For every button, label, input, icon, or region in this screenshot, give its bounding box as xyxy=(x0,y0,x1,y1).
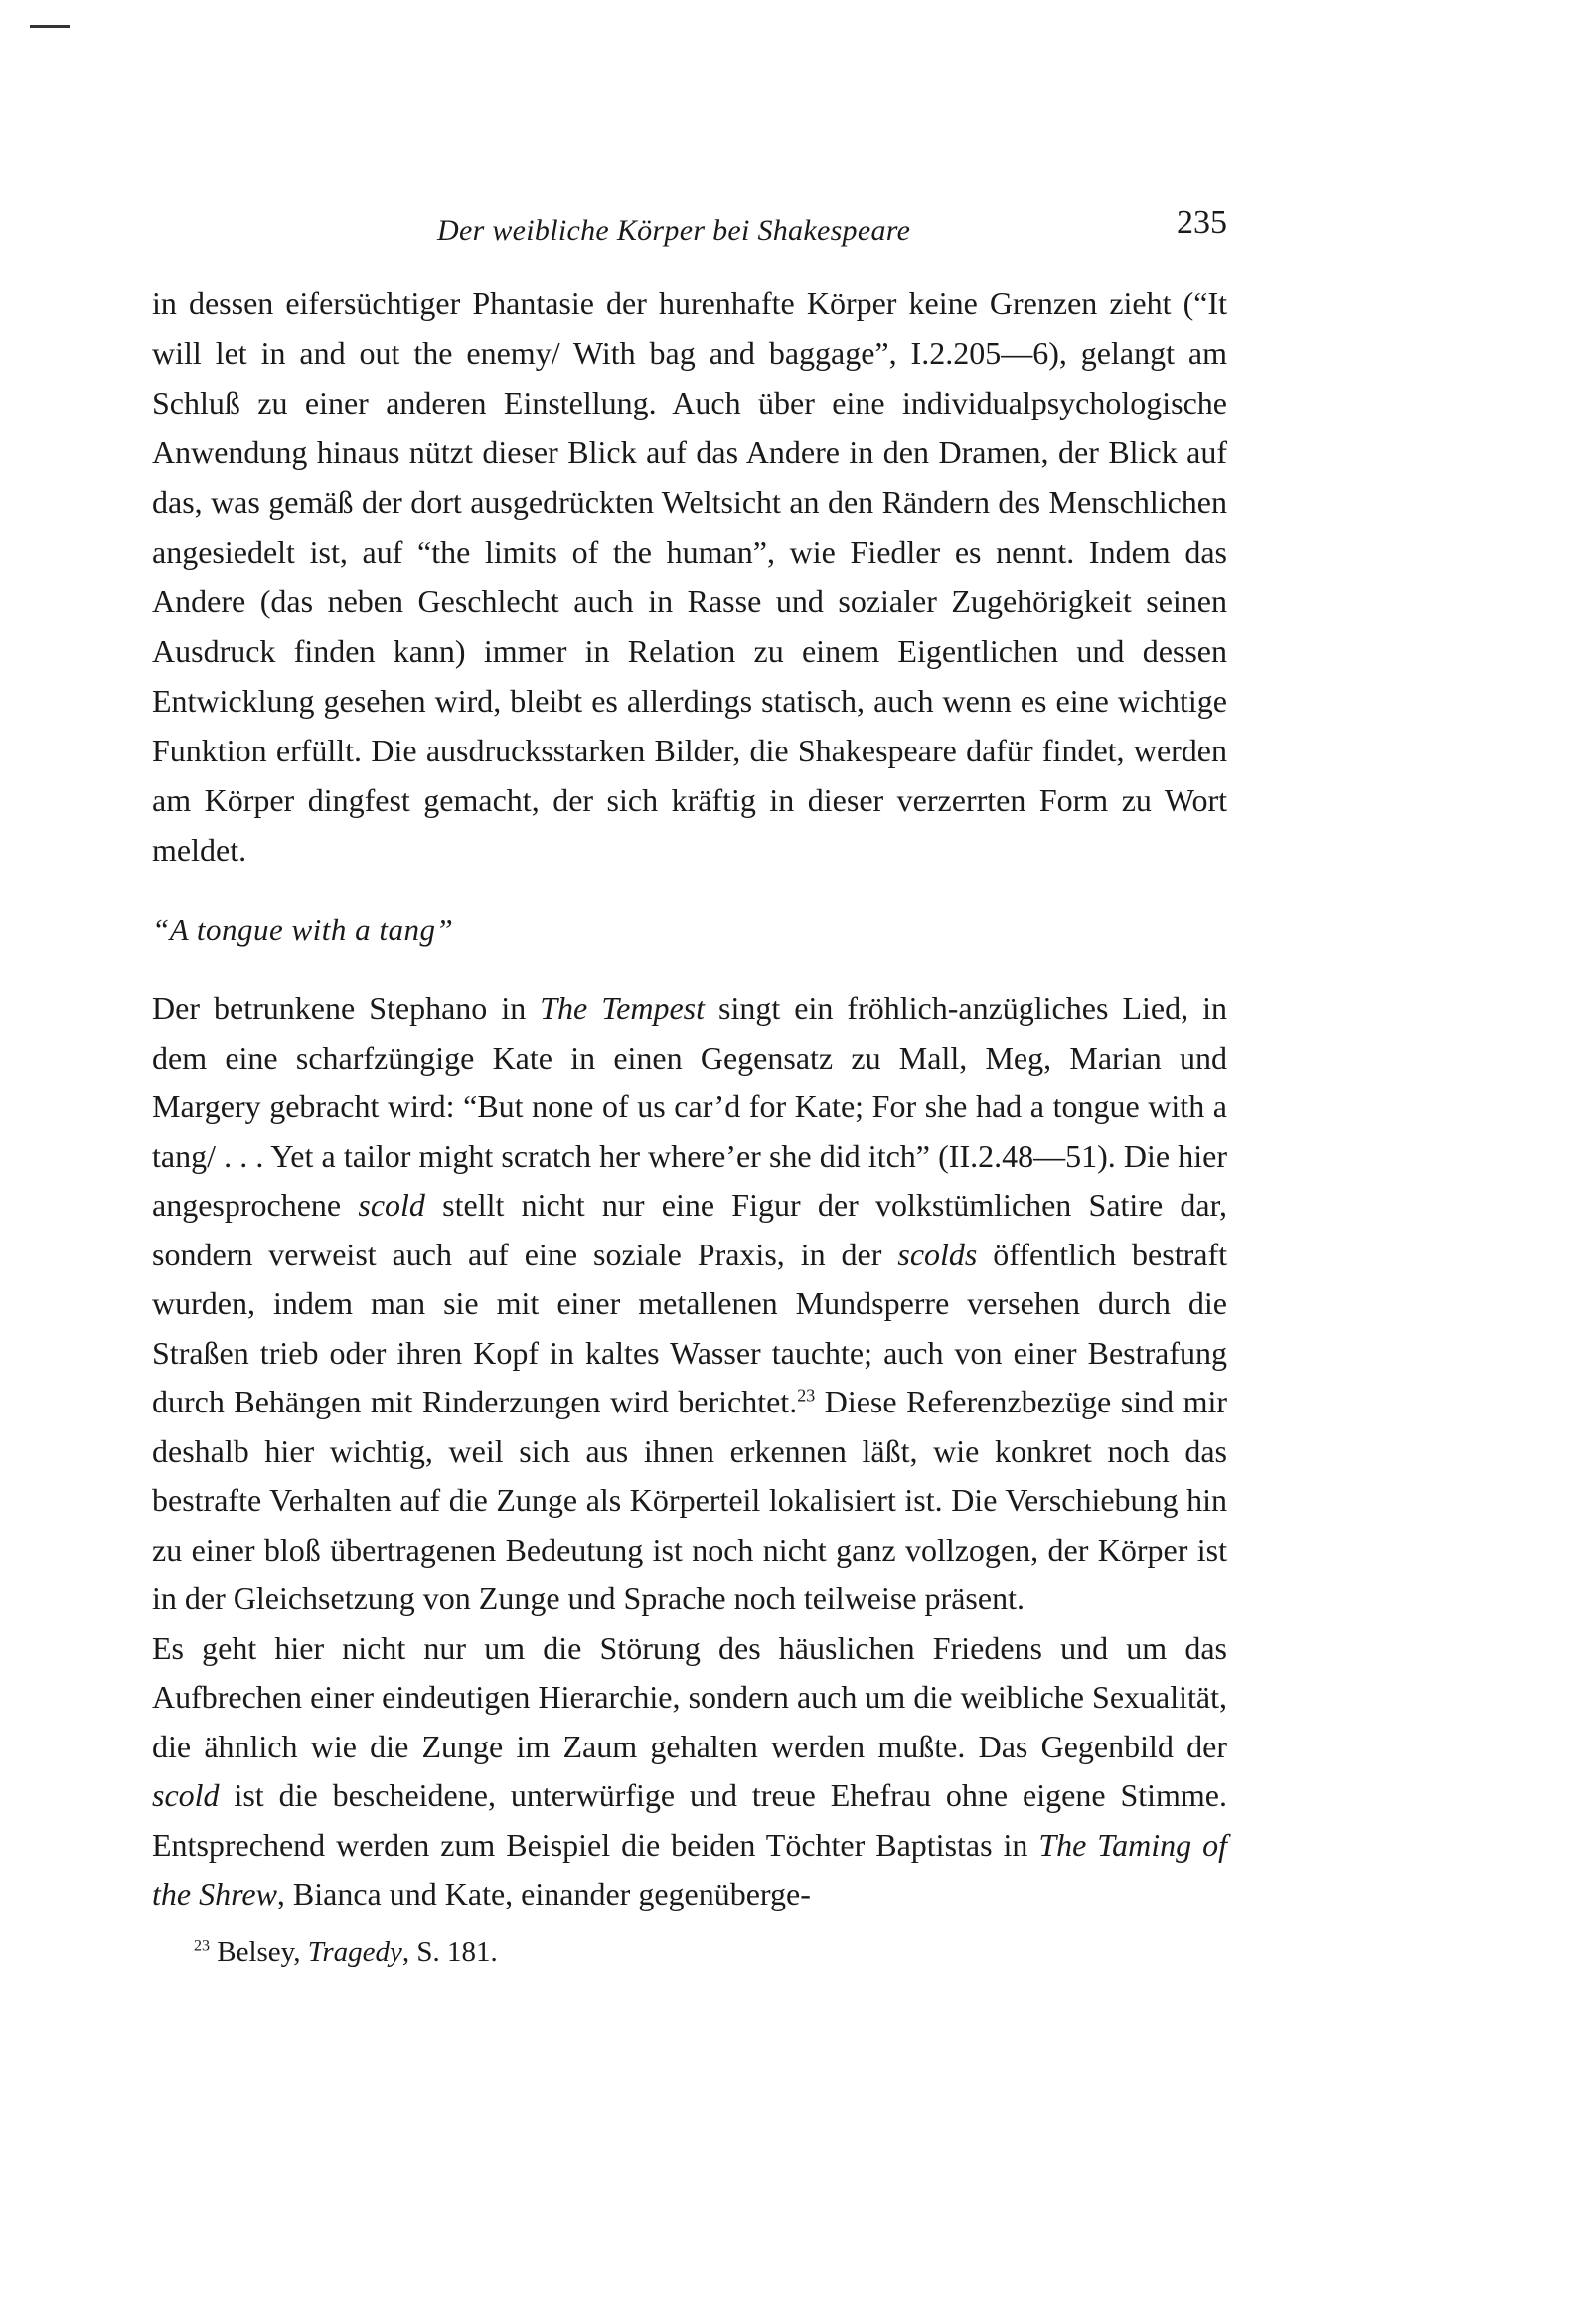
footnote-title: Tragedy xyxy=(307,1936,402,1968)
paragraph xyxy=(152,984,1227,1624)
footnote-ref[interactable]: 23 xyxy=(797,1385,816,1406)
text-run: in dessen eifersüchtiger Phantasie der hurenhafte Körper keine Grenzen zieht (“It will let in and out the enemy/ With bag and baggage”, I.2.205—6), gelangt am Schluß zu einer anderen Einstellung. Auch über eine individualpsychologische Anwendung hinaus nützt dieser Blick auf das Andere in den Dramen, der Blick auf das, was gemäß der dort ausgedrückten Weltsicht an den Rändern des Menschlichen angesiedelt ist, auf “the limits of the human”, wie Fiedler es nennt. Indem das Andere (das neben Geschlecht auch in Rasse und sozialer Zugehörigkeit seinen Ausdruck finden kann) immer in Relation zu einem Eigentlichen und dessen Entwicklung gesehen wird, bleibt es allerdings statisch, auch wenn es eine wichtige Funktion erfüllt. Die ausdrucksstarken Bilder, die Shakespeare dafür findet, werden am Körper dingfest gemacht, der sich kräftig in dieser verzerrten Form zu Wort meldet. xyxy=(152,285,1227,868)
footnote xyxy=(194,1936,498,1969)
title-italic: The Taming of the Shrew xyxy=(152,1826,1228,1911)
paragraph xyxy=(152,278,1227,875)
section-heading: “A tongue with a tang” xyxy=(152,913,454,947)
text-run: , Bianca und Kate, einander gegenüberge- xyxy=(276,1876,811,1911)
text-run: stellt nicht nur eine Figur der volkstümlichen Satire dar, sondern verweist auch auf eine soziale Praxis, in der xyxy=(152,1187,1228,1272)
body-paragraph-1 xyxy=(152,278,1227,875)
footnote-number: 23 xyxy=(194,1937,210,1955)
scan-corner-mark xyxy=(30,25,70,28)
page-number: 235 xyxy=(1177,204,1227,241)
term-italic: scold xyxy=(152,1777,220,1813)
running-title: Der weibliche Körper bei Shakespeare xyxy=(437,214,911,247)
term-italic: scold xyxy=(358,1187,425,1223)
title-italic: The Tempest xyxy=(540,990,705,1026)
text-run: Der betrunkene Stephano in xyxy=(152,990,541,1026)
text-run: singt ein fröhlich-anzügliches Lied, in dem eine scharfzüngige Kate in einen Gegensatz zu Mall, Meg, Marian und Margery gebracht wird: “But none of us car’d for Kate; For she had a tongue with a tang/ . . . Yet a tailor might scratch her where’er she did itch” (II.2.48—51). Die hier angesprochene xyxy=(152,990,1227,1223)
body-section xyxy=(152,984,1227,1919)
footnote-author: Belsey, xyxy=(217,1936,308,1968)
term-italic: scolds xyxy=(897,1236,978,1272)
text-run: ist die bescheidene, unterwürfige und treue Ehefrau ohne eigene Stimme. Entsprechend werden zum Beispiel die beiden Töchter Baptistas in xyxy=(152,1777,1227,1863)
paragraph xyxy=(152,1624,1227,1919)
page-header xyxy=(149,204,1227,263)
text-run: öffentlich bestraft wurden, indem man sie mit einer metallenen Mundsperre versehen durch die Straßen trieb oder ihren Kopf in kaltes Wasser tauchte; auch von einer Bestrafung durch Behängen mit Rinderzungen wird berichtet. xyxy=(152,1236,1228,1419)
text-run: Es geht hier nicht nur um die Störung des häuslichen Friedens und um das Aufbrechen einer eindeutigen Hierarchie, sondern auch um die weibliche Sexualität, die ähnlich wie die Zunge im Zaum gehalten werden mußte. Das Gegenbild der xyxy=(152,1629,1227,1764)
text-run: Diese Referenzbezüge sind mir deshalb hier wichtig, weil sich aus ihnen erkennen läßt, wie konkret noch das bestrafte Verhalten auf die Zunge als Körperteil lokalisiert ist. Die Verschiebung hin zu einer bloß übertragenen Bedeutung ist noch nicht ganz vollzogen, der Körper ist in der Gleichsetzung von Zunge und Sprache noch teilweise präsent. xyxy=(152,1384,1228,1616)
footnote-rest: , S. 181. xyxy=(401,1936,498,1968)
